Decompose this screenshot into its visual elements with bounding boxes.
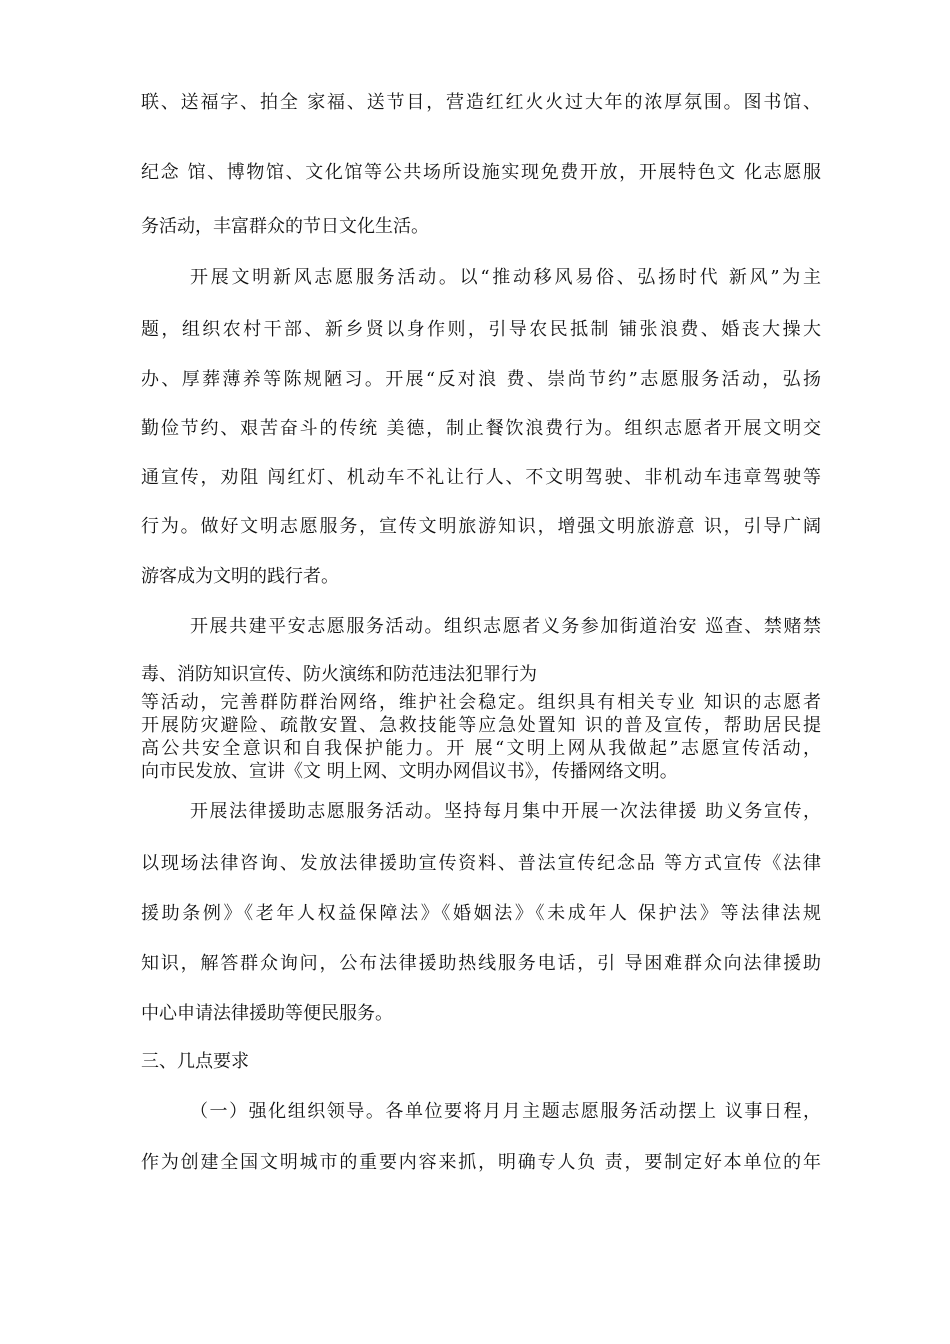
paragraph-line: 勤俭节约、艰苦奋斗的传统 美德，制止餐饮浪费行为。组织志愿者开展文明交: [141, 418, 821, 439]
paragraph-line: 知识，解答群众询问，公布法律援助热线服务电话，引 导困难群众向法律援助: [141, 953, 821, 974]
section-heading: 三、几点要求: [141, 1051, 249, 1072]
paragraph-line: 以现场法律咨询、发放法律援助宣传资料、普法宣传纪念品 等方式宣传《法律: [141, 853, 821, 874]
paragraph-line: 纪念 馆、博物馆、文化馆等公共场所设施实现免费开放，开展特色文 化志愿服: [141, 162, 821, 183]
paragraph-line: 行为。做好文明志愿服务，宣传文明旅游知识，增强文明旅游意 识，引导广阔: [141, 516, 821, 537]
paragraph-line: 开展文明新风志愿服务活动。以“推动移风易俗、弘扬时代 新风”为主: [190, 267, 821, 288]
paragraph-line: （一）强化组织领导。各单位要将月月主题志愿服务活动摆上 议事日程，: [190, 1101, 821, 1122]
paragraph-line: 向市民发放、宣讲《文 明上网、文明办网倡议书》，传播网络文明。: [141, 761, 678, 782]
paragraph-line: 办、厚葬薄养等陈规陋习。开展“反对浪 费、崇尚节约”志愿服务活动，弘扬: [141, 369, 821, 390]
paragraph-line: 援助条例》《老年人权益保障法》《婚姻法》《未成年人 保护法》等法律法规: [141, 903, 821, 924]
paragraph-line: 高公共安全意识和自我保护能力。开 展“文明上网从我做起”志愿宣传活动，: [141, 738, 821, 759]
paragraph-line: 中心申请法律援助等便民服务。: [141, 1003, 393, 1024]
paragraph-line: 作为创建全国文明城市的重要内容来抓，明确专人负 责，要制定好本单位的年: [141, 1152, 821, 1173]
paragraph-line: 游客成为文明的践行者。: [141, 566, 339, 587]
paragraph-line: 题，组织农村干部、新乡贤以身作则，引导农民抵制 铺张浪费、婚丧大操大: [141, 319, 821, 340]
paragraph-line: 务活动，丰富群众的节日文化生活。: [141, 216, 429, 237]
paragraph-line: 开展共建平安志愿服务活动。组织志愿者义务参加街道治安 巡查、禁赌禁: [190, 616, 821, 637]
paragraph-line: 毒、消防知识宣传、防火演练和防范违法犯罪行为: [141, 664, 537, 685]
paragraph-line: 开展法律援助志愿服务活动。坚持每月集中开展一次法律援 助义务宣传，: [190, 801, 821, 822]
paragraph-line: 等活动，完善群防群治网络，维护社会稳定。组织具有相关专业 知识的志愿者: [141, 692, 821, 713]
paragraph-line: 通宣传，劝阻 闯红灯、机动车不礼让行人、不文明驾驶、非机动车违章驾驶等: [141, 467, 821, 488]
paragraph-line: 开展防灾避险、疏散安置、急救技能等应急处置知 识的普及宣传，帮助居民提: [141, 715, 821, 736]
paragraph-line: 联、送福字、拍全 家福、送节目，营造红红火火过大年的浓厚氛围。图书馆、: [141, 92, 821, 113]
